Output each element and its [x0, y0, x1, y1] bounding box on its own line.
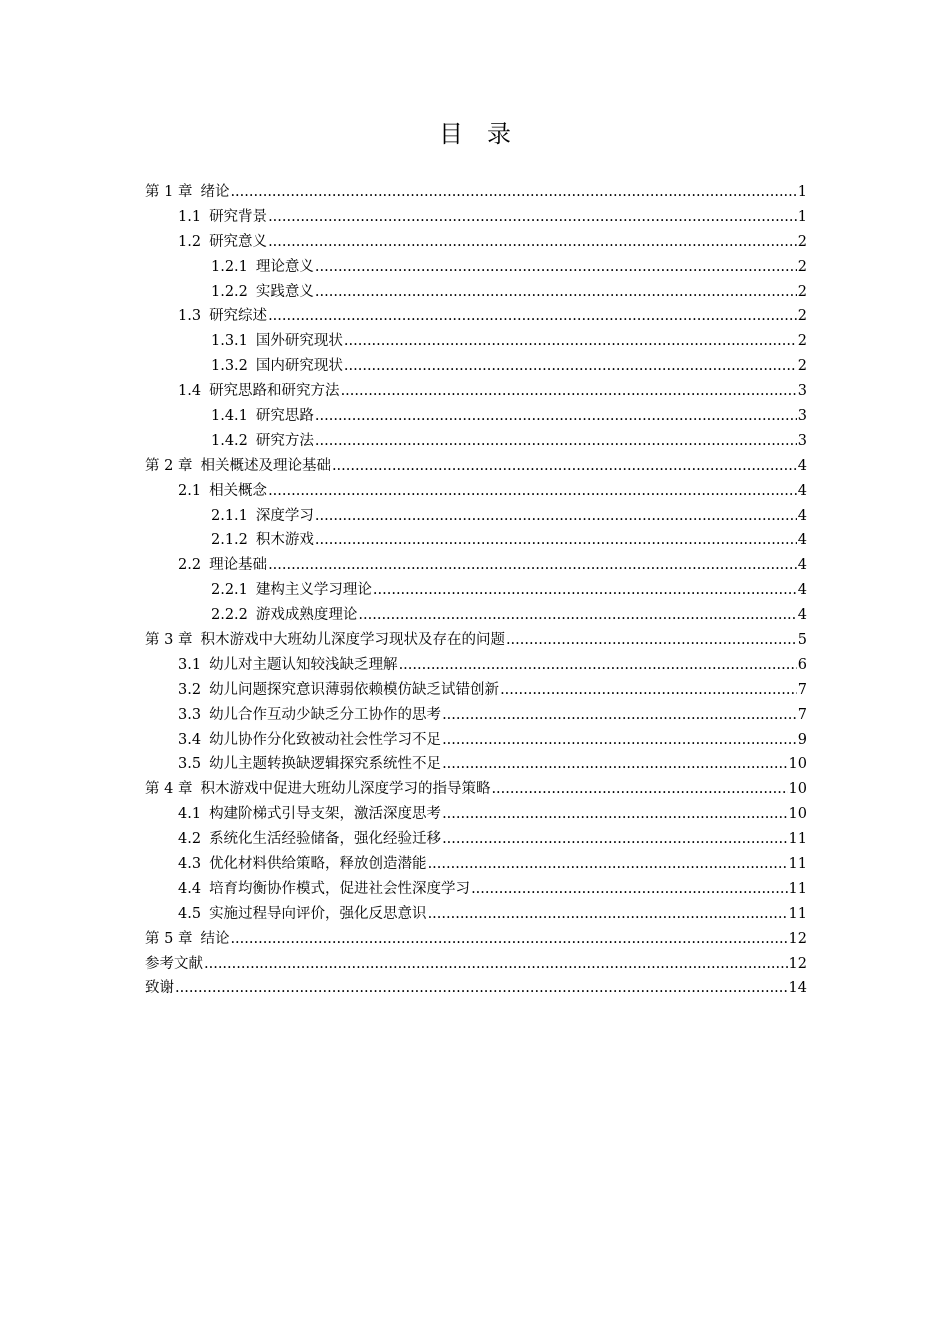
toc-entry[interactable] [145, 927, 807, 952]
toc-page-number: 4 [797, 582, 807, 599]
toc-dot-leader [442, 752, 787, 777]
toc-entry[interactable] [145, 852, 807, 877]
toc-entry[interactable] [145, 827, 807, 852]
toc-entry[interactable] [145, 977, 807, 1002]
toc-entry-text: 研究思路和研究方法 [209, 383, 340, 400]
toc-entry[interactable] [145, 578, 807, 603]
toc-entry-number: 第 2 章 [145, 457, 193, 474]
toc-entry-text: 结论 [200, 930, 230, 947]
toc-entry-number: 1.2 [178, 233, 202, 250]
toc-page-number: 2 [797, 358, 807, 375]
toc-page-number: 10 [788, 806, 807, 823]
toc-entry-text: 国内研究现状 [255, 358, 343, 375]
toc-page-number: 4 [797, 457, 807, 474]
toc-dot-leader [230, 927, 787, 952]
toc-dot-leader [315, 404, 797, 429]
toc-page-number: 1 [797, 208, 807, 225]
toc-entry[interactable] [145, 653, 807, 678]
toc-entry-text: 理论基础 [209, 557, 268, 574]
toc-entry[interactable] [145, 354, 807, 379]
toc-entry-number: 4.2 [178, 831, 202, 848]
toc-page-number: 12 [788, 955, 807, 972]
toc-entry-label [178, 703, 441, 728]
toc-dot-leader [315, 504, 797, 529]
toc-entry-label [178, 902, 427, 927]
toc-entry-label [178, 553, 267, 578]
toc-dot-leader [428, 852, 788, 877]
toc-entry[interactable] [145, 703, 807, 728]
toc-dot-leader [373, 578, 797, 603]
toc-dot-leader [506, 628, 797, 653]
toc-entry-label [178, 877, 470, 902]
toc-entry-number: 2.1.2 [211, 532, 248, 549]
toc-entry-number: 2.1 [178, 482, 202, 499]
toc-entry[interactable] [145, 628, 807, 653]
toc-entry-label [145, 927, 229, 952]
toc-entry-label [211, 329, 343, 354]
toc-entry-label [211, 280, 314, 305]
toc-entry-text: 研究方法 [255, 432, 314, 449]
toc-entry-text: 幼儿合作互动少缺乏分工协作的思考 [209, 706, 442, 723]
toc-entry-label [145, 952, 203, 977]
toc-entry-number: 第 3 章 [145, 632, 193, 649]
toc-entry-text: 绪论 [200, 183, 230, 200]
toc-entry-number: 1.3.2 [211, 358, 248, 375]
toc-dot-leader [315, 528, 797, 553]
toc-entry-number: 第 1 章 [145, 183, 193, 200]
toc-entry-label [145, 628, 505, 653]
toc-entry-text: 研究意义 [209, 233, 268, 250]
toc-entry-label [178, 379, 340, 404]
toc-entry-label [178, 230, 267, 255]
toc-entry[interactable] [145, 678, 807, 703]
page-title: 目 录 [439, 120, 511, 148]
toc-entry-number: 1.3.1 [211, 333, 248, 350]
toc-dot-leader [442, 802, 787, 827]
toc-dot-leader [175, 976, 788, 1001]
table-of-contents [145, 180, 807, 1001]
toc-entry-label [178, 728, 441, 753]
toc-page-number: 3 [797, 408, 807, 424]
toc-entry-number: 3.3 [178, 706, 202, 723]
toc-entry-number: 3.2 [178, 681, 202, 698]
toc-dot-leader [230, 180, 796, 205]
toc-entry-number: 1.4 [178, 383, 202, 400]
toc-dot-leader [442, 827, 787, 852]
toc-entry-text: 幼儿协作分化致被动社会性学习不足 [209, 731, 442, 748]
toc-entry-number: 2.2 [178, 557, 202, 574]
toc-entry-text: 国外研究现状 [255, 333, 343, 350]
toc-page-number: 4 [797, 482, 807, 499]
toc-entry[interactable] [145, 379, 807, 404]
toc-dot-leader [268, 479, 797, 504]
toc-entry-label [178, 678, 499, 703]
toc-page-number: 2 [797, 233, 807, 250]
toc-entry-label [178, 827, 441, 852]
toc-entry-number: 3.4 [178, 731, 202, 748]
toc-entry-text: 深度学习 [255, 507, 314, 524]
toc-dot-leader [471, 877, 787, 902]
toc-entry-number: 3.5 [178, 756, 202, 773]
toc-entry-number: 1.2.2 [211, 283, 248, 300]
toc-page-number: 2 [797, 283, 807, 300]
toc-page-number: 4 [797, 607, 807, 624]
toc-entry[interactable] [145, 528, 807, 553]
toc-entry[interactable] [145, 877, 807, 902]
toc-page-number: 4 [797, 557, 807, 574]
toc-entry[interactable] [145, 728, 807, 753]
toc-entry[interactable] [145, 802, 807, 827]
toc-page-number: 12 [788, 930, 807, 947]
toc-dot-leader [358, 603, 796, 628]
toc-dot-leader [442, 703, 797, 728]
toc-entry[interactable] [145, 504, 807, 529]
toc-dot-leader [341, 379, 797, 404]
toc-entry[interactable] [145, 304, 807, 329]
toc-dot-leader [315, 280, 797, 305]
toc-entry-number: 2.2.1 [211, 582, 248, 599]
toc-entry-number: 1.4.1 [211, 408, 248, 424]
toc-entry-text: 研究背景 [209, 208, 268, 225]
toc-entry-label [211, 603, 357, 628]
toc-entry[interactable] [145, 255, 807, 280]
toc-entry-text: 幼儿对主题认知较浅缺乏理解 [209, 656, 398, 673]
toc-dot-leader [399, 653, 797, 678]
toc-dot-leader [344, 329, 797, 354]
toc-dot-leader [344, 354, 797, 379]
toc-entry-text: 培育均衡协作模式，促进社会性深度学习 [209, 880, 471, 897]
toc-dot-leader [315, 429, 797, 454]
toc-entry-text: 建构主义学习理论 [255, 582, 372, 599]
toc-entry-label [178, 852, 427, 877]
toc-page-number: 6 [797, 656, 807, 673]
toc-entry-label [211, 504, 314, 529]
toc-entry-label [211, 528, 314, 553]
toc-entry-text: 参考文献 [145, 955, 203, 972]
toc-entry[interactable] [145, 329, 807, 354]
toc-entry-number: 4.3 [178, 856, 202, 873]
toc-page-number: 1 [797, 183, 807, 200]
toc-dot-leader [491, 777, 787, 802]
toc-entry-label [178, 802, 441, 827]
toc-entry-number: 1.3 [178, 308, 202, 325]
toc-dot-leader [204, 952, 788, 977]
toc-entry-text: 相关概述及理论基础 [200, 457, 331, 474]
toc-entry-text: 构建阶梯式引导支架，激活深度思考 [209, 806, 442, 823]
toc-page-number: 2 [797, 333, 807, 350]
toc-dot-leader [442, 728, 797, 753]
toc-entry-text: 积木游戏中大班幼儿深度学习现状及存在的问题 [200, 632, 505, 649]
toc-entry-text: 实施过程导向评价，强化反思意识 [209, 905, 427, 922]
toc-page-number: 4 [797, 507, 807, 524]
toc-entry-text: 积木游戏中促进大班幼儿深度学习的指导策略 [200, 781, 491, 798]
toc-entry-label [178, 304, 267, 329]
toc-page-number: 2 [797, 258, 807, 275]
toc-entry-number: 1.1 [178, 208, 202, 225]
toc-entry-label [145, 180, 229, 205]
toc-page-number: 10 [788, 756, 807, 773]
toc-entry[interactable] [145, 952, 807, 977]
toc-entry-number: 1.4.2 [211, 432, 248, 449]
toc-entry-text: 游戏成熟度理论 [255, 607, 358, 624]
toc-entry-label [178, 653, 398, 678]
toc-entry-text: 幼儿主题转换缺逻辑探究系统性不足 [209, 756, 442, 773]
toc-page-number: 7 [797, 681, 807, 698]
toc-entry-number: 3.1 [178, 656, 202, 673]
toc-dot-leader [332, 454, 797, 479]
toc-entry[interactable] [145, 180, 807, 205]
toc-entry-text: 优化材料供给策略，释放创造潜能 [209, 856, 427, 873]
toc-page-number: 5 [797, 632, 807, 649]
toc-entry[interactable] [145, 280, 807, 305]
toc-entry-label [178, 205, 267, 230]
toc-page-number: 11 [788, 856, 807, 873]
toc-entry-number: 2.1.1 [211, 507, 248, 524]
toc-entry-number: 4.1 [178, 806, 202, 823]
toc-entry-text: 致谢 [145, 980, 174, 997]
toc-entry-label [211, 354, 343, 379]
toc-entry-label [178, 479, 267, 504]
toc-entry-label [178, 752, 441, 777]
toc-entry-label [211, 404, 314, 429]
toc-page-number: 2 [797, 308, 807, 325]
toc-page-number: 10 [788, 781, 807, 798]
toc-entry-label [211, 578, 372, 603]
toc-entry[interactable] [145, 902, 807, 927]
toc-dot-leader [428, 902, 788, 927]
toc-entry-label [145, 454, 331, 479]
toc-page-number: 11 [788, 831, 807, 848]
toc-entry-text: 相关概念 [209, 482, 268, 499]
toc-entry-number: 1.2.1 [211, 258, 248, 275]
toc-entry[interactable] [145, 553, 807, 578]
toc-entry[interactable] [145, 205, 807, 230]
toc-entry-text: 研究思路 [255, 408, 314, 424]
toc-entry[interactable] [145, 230, 807, 255]
toc-entry[interactable] [145, 404, 807, 429]
toc-page-number: 3 [797, 432, 807, 449]
toc-entry-number: 2.2.2 [211, 607, 248, 624]
toc-entry-text: 幼儿问题探究意识薄弱依赖模仿缺乏试错创新 [209, 681, 500, 698]
toc-entry[interactable] [145, 454, 807, 479]
toc-entry-text: 研究综述 [209, 308, 268, 325]
toc-entry-number: 第 4 章 [145, 781, 193, 798]
toc-entry-number: 4.4 [178, 880, 202, 897]
toc-entry-text: 理论意义 [255, 258, 314, 275]
toc-dot-leader [500, 678, 797, 703]
toc-page-number: 7 [797, 706, 807, 723]
toc-page-number: 11 [788, 905, 807, 922]
toc-dot-leader [315, 255, 797, 280]
toc-entry-text: 系统化生活经验储备，强化经验迁移 [209, 831, 442, 848]
toc-entry-label [211, 255, 314, 280]
toc-page-number: 14 [788, 980, 807, 997]
toc-entry[interactable] [145, 479, 807, 504]
toc-entry-text: 实践意义 [255, 283, 314, 300]
toc-entry-text: 积木游戏 [255, 532, 314, 549]
toc-page-number: 9 [797, 731, 807, 748]
toc-entry[interactable] [145, 429, 807, 454]
toc-entry[interactable] [145, 752, 807, 777]
toc-entry-number: 第 5 章 [145, 930, 193, 947]
toc-dot-leader [268, 553, 797, 578]
toc-page-number: 11 [788, 880, 807, 897]
toc-dot-leader [268, 230, 797, 255]
toc-dot-leader [268, 304, 797, 329]
toc-dot-leader [268, 205, 797, 230]
toc-entry[interactable] [145, 603, 807, 628]
toc-entry-label [145, 976, 174, 1001]
toc-page-number: 4 [797, 532, 807, 549]
toc-entry-number: 4.5 [178, 905, 202, 922]
toc-entry-label [145, 777, 490, 802]
toc-page-number: 3 [797, 383, 807, 400]
toc-entry-label [211, 429, 314, 454]
toc-entry[interactable] [145, 777, 807, 802]
